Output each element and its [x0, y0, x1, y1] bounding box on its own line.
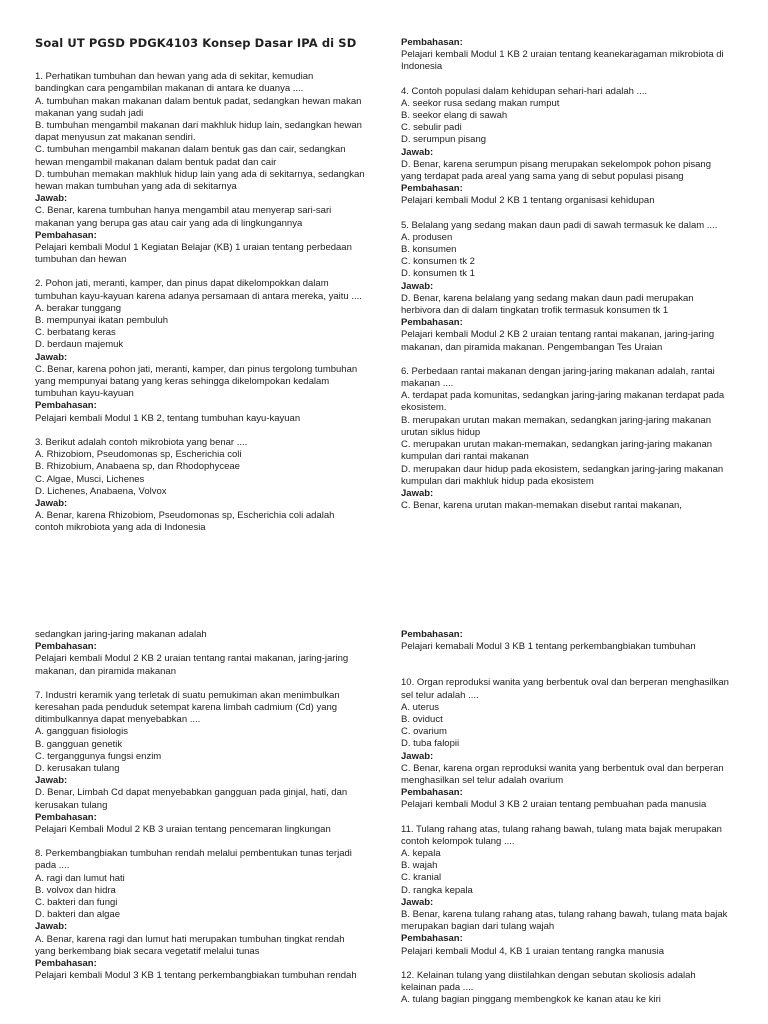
text-line: C. konsumen tk 2 [401, 256, 475, 268]
text-line: 11. Tulang rahang atas, tulang rahang bawah, tulang mata bajak merupakan contoh kelompok tulang .... [401, 823, 722, 847]
paragraph-gap [401, 354, 731, 366]
paragraph-gap [35, 266, 365, 278]
column-content [35, 629, 365, 982]
text-line: C. Benar, karena pohon jati, meranti, kamper, dan pinus tergolong tumbuhan yang mempunyai batang yang keras sehingga dikelompokan kedalam tumbuhan kayu-kayuan [35, 363, 358, 400]
explanation-label: Pembahasan: [35, 958, 97, 970]
text-line: Pelajari kembali Modul 1 Kegiatan Belajar (KB) 1 uraian tentang perbedaan tumbuhan dan hewan [35, 242, 352, 266]
text-line: D. bakteri dan algae [35, 909, 121, 921]
explanation-label: Pembahasan: [401, 629, 463, 640]
explanation-label: Pembahasan: [35, 641, 97, 653]
text-line: 1. Perhatikan tumbuhan dan hewan yang ada di sekitar, kemudian bandingkan cara pengambilan makanan di antara ke duanya .... [35, 71, 314, 95]
text-line: Pelajari kembali Modul 3 KB 2 uraian tentang pembuahan pada manusia [401, 799, 707, 811]
column-content [401, 629, 731, 1006]
text-line: D. tumbuhan memakan makhluk hidup lain yang ada di sekitarnya, sedangkan hewan makan tumbuhan yang ada di sekitarnya [35, 168, 365, 193]
explanation-label: Pembahasan: [401, 933, 463, 945]
text-line: Pelajari kembali Modul 2 KB 2 uraian tentang rantai makanan, jaring-jaring makanan, dan piramida makanan [35, 653, 349, 677]
explanation-label: Pembahasan: [401, 183, 463, 195]
text-line: 12. Kelainan tulang yang diistilahkan dengan sebutan skoliosis adalah kelainan pada .... [401, 969, 696, 994]
explanation-label: Pembahasan: [35, 400, 97, 412]
text-line: B. wajah [401, 860, 438, 872]
explanation-label: Pembahasan: [35, 811, 97, 823]
answer-label: Jawab: [35, 497, 68, 509]
text-line: 7. Industri keramik yang terletak di suatu pemukiman akan menimbulkan keresahan pada penduduk setempat karena limbah cadmium (Cd) yang ditimbulkannya dapat menyebabkan .... [35, 689, 340, 726]
text-line: C. berbatang keras [35, 327, 116, 339]
column-bottom-right [401, 629, 731, 1006]
text-line: 6. Perbedaan rantai makanan dengan jaring-jaring makanan adalah, rantai makanan .... [401, 365, 715, 390]
text-line: C. Algae, Musci, Lichenes [35, 473, 145, 485]
text-line: 4. Contoh populasi dalam kehidupan sehari-hari adalah .... [401, 85, 648, 97]
column-top-right [401, 37, 731, 512]
explanation-label: Pembahasan: [401, 317, 463, 329]
answer-label: Jawab: [401, 487, 434, 499]
text-line: A. kepala [401, 848, 441, 860]
text-line: C. tumbuhan mengambil makanan dalam bentuk gas dan cair, sedangkan hewan mengambil makanan dalam bentuk padat dan cair [35, 144, 346, 168]
text-line: A. seekor rusa sedang makan rumput [401, 97, 560, 109]
text-line: B. merupakan urutan makan memakan, sedangkan jaring-jaring makanan urutan siklus hidup [401, 414, 711, 438]
text-line: Pelajari kembali Modul 2 KB 2 uraian tentang rantai makanan, jaring-jaring makanan, dan piramida makanan. Pengembangan Tes Uraian [401, 329, 715, 353]
column-content [401, 37, 731, 512]
text-line: Pelajari kembali Modul 2 KB 1 tentang organisasi kehidupan [401, 195, 655, 207]
text-line: D. serumpun pisang [401, 134, 487, 146]
text-line: B. Benar, karena tulang rahang atas, tulang rahang bawah, tulang mata bajak merupakan bagian dari tulang wajah [401, 909, 728, 933]
text-line: A. tumbuhan makan makanan dalam bentuk padat, sedangkan hewan makan makanan yang sudah jadi [35, 95, 362, 119]
explanation-label: Pembahasan: [401, 37, 463, 48]
text-line: C. Benar, karena tumbuhan hanya mengambil atau menyerap sari-sari makanan yang berupa gas atau cair yang ada di lingkungannya [35, 205, 332, 229]
text-line: Pelajari kembali Modul 1 KB 2, tentang tumbuhan kayu-kayuan [35, 412, 301, 424]
explanation-label: Pembahasan: [401, 787, 463, 799]
text-line: D. konsumen tk 1 [401, 268, 475, 280]
answer-label: Jawab: [401, 146, 434, 158]
text-line: C. merupakan urutan makan-memakan, sedangkan jaring-jaring makanan kumpulan dari rantai makanan [401, 439, 713, 463]
paragraph-gap [35, 678, 365, 690]
text-line: C. kranial [401, 872, 442, 884]
answer-label: Jawab: [35, 775, 68, 787]
text-line: D. rangka kepala [401, 884, 473, 896]
text-line: A. berakar tunggang [35, 302, 122, 314]
paragraph-gap [35, 836, 365, 848]
text-line: D. Benar, karena belalang yang sedang makan daun padi merupakan herbivora dan di dalam tingkatan trofik termasuk konsumen tk 1 [401, 292, 694, 317]
text-line: C. Benar, karena urutan makan-memakan disebut rantai makanan, [401, 500, 682, 512]
text-line: A. terdapat pada komunitas, sedangkan jaring-jaring makanan terdapat pada ekosistem. [401, 390, 725, 414]
page-title: Soal UT PGSD PDGK4103 Konsep Dasar IPA di SD [35, 36, 357, 50]
text-line: A. Rhizobiom, Pseudomonas sp, Escherichia coli [35, 449, 242, 461]
text-line: B. mempunyai ikatan pembuluh [35, 315, 169, 327]
text-line: D. Benar, karena serumpun pisang merupakan sekelompok pohon pisang yang terdapat pada areal yang sama yang di sebut populasi pisang [401, 158, 711, 183]
text-line: D. Lichenes, Anabaena, Volvox [35, 485, 167, 497]
text-line: C. ovarium [401, 726, 447, 738]
text-line: Pelajari kembali Modul 3 KB 1 tentang perkembangbiakan tumbuhan rendah [35, 970, 357, 982]
text-line: A. Benar, karena ragi dan lumut hati merupakan tumbuhan tingkat rendah yang berkembang biak secara vegetatif melalui tunas [35, 933, 345, 957]
text-line: A. gangguan fisiologis [35, 726, 128, 738]
paragraph-gap [401, 653, 731, 665]
text-line: A. Benar, karena Rhizobiom, Pseudomonas sp, Escherichia coli adalah contoh mikrobiota yang ada di Indonesia [35, 510, 335, 534]
text-line: A. uterus [401, 701, 440, 713]
paragraph-gap [35, 425, 365, 437]
text-line: A. produsen [401, 231, 453, 243]
paragraph-gap [401, 812, 731, 824]
column-bottom-left [35, 629, 365, 982]
answer-label: Jawab: [401, 750, 434, 762]
text-line: C. Benar, karena organ reproduksi wanita yang berbentuk oval dan berperan menghasilkan sel telur adalah ovarium [401, 762, 724, 787]
text-line: A. tulang bagian pinggang membengkok ke kanan atau ke kiri [401, 994, 661, 1006]
text-line: 2. Pohon jati, meranti, kamper, dan pinus dapat dikelompokkan dalam tumbuhan kayu-kayuan karena adanya persamaan di antara mereka, yaitu .... [35, 278, 362, 302]
paragraph-gap [401, 665, 731, 677]
text-line: B. gangguan genetik [35, 738, 123, 750]
text-line: B. oviduct [401, 714, 443, 726]
text-line: 3. Berikut adalah contoh mikrobiota yang benar .... [35, 436, 248, 448]
paragraph-gap [401, 958, 731, 970]
text-line: Pelajari kemabali Modul 3 KB 1 tentang perkembangbiakan tumbuhan [401, 641, 696, 653]
paragraph-gap [401, 208, 731, 220]
text-line: 8. Perkembangbiakan tumbuhan rendah melalui pembentukan tunas terjadi pada .... [35, 848, 352, 872]
text-line: sedangkan jaring-jaring makanan adalah [35, 629, 207, 640]
answer-label: Jawab: [35, 351, 68, 363]
text-line: B. seekor elang di sawah [401, 110, 508, 122]
text-line: D. tuba falopii [401, 738, 460, 750]
text-line: 10. Organ reproduksi wanita yang berbentuk oval dan berperan menghasilkan sel telur adalah .... [401, 677, 729, 701]
text-line: D. Benar, Limbah Cd dapat menyebabkan gangguan pada ginjal, hati, dan kerusakan tulang [35, 787, 348, 811]
explanation-label: Pembahasan: [35, 229, 97, 241]
text-line: Pelajari kembali Modul 4, KB 1 uraian tentang rangka manusia [401, 945, 664, 957]
text-line: D. merupakan daur hidup pada ekosistem, sedangkan jaring-jaring makanan kumpulan dari makhluk hidup pada ekosistem [401, 463, 724, 487]
paragraph-gap [401, 74, 731, 86]
text-line: B. tumbuhan mengambil makanan dari makhluk hidup lain, sedangkan hewan dapat menyusun zat makanan sendiri. [35, 120, 362, 144]
text-line: Pelajari kembali Modul 1 KB 2 uraian tentang keanekaragaman mikrobiota di Indonesia [401, 49, 724, 73]
text-line: C. sebulir padi [401, 122, 462, 134]
answer-label: Jawab: [401, 280, 434, 292]
column-content [35, 71, 365, 534]
column-top-left [35, 37, 365, 535]
text-line: C. bakteri dan fungi [35, 897, 118, 909]
text-line: C. terganggunya fungsi enzim [35, 750, 162, 762]
text-line: B. konsumen [401, 244, 457, 256]
answer-label: Jawab: [35, 921, 68, 933]
text-line: B. volvox dan hidra [35, 884, 116, 896]
text-line: A. ragi dan lumut hati [35, 872, 125, 884]
text-line: Pelajari Kembali Modul 2 KB 3 uraian tentang pencemaran lingkungan [35, 824, 331, 836]
text-line: D. kerusakan tulang [35, 763, 120, 775]
text-line: D. berdaun majemuk [35, 339, 124, 351]
answer-label: Jawab: [401, 896, 434, 908]
text-line: 5. Belalang yang sedang makan daun padi di sawah termasuk ke dalam .... [401, 219, 718, 231]
answer-label: Jawab: [35, 193, 68, 205]
text-line: B. Rhizobium, Anabaena sp, dan Rhodophyceae [35, 461, 240, 473]
